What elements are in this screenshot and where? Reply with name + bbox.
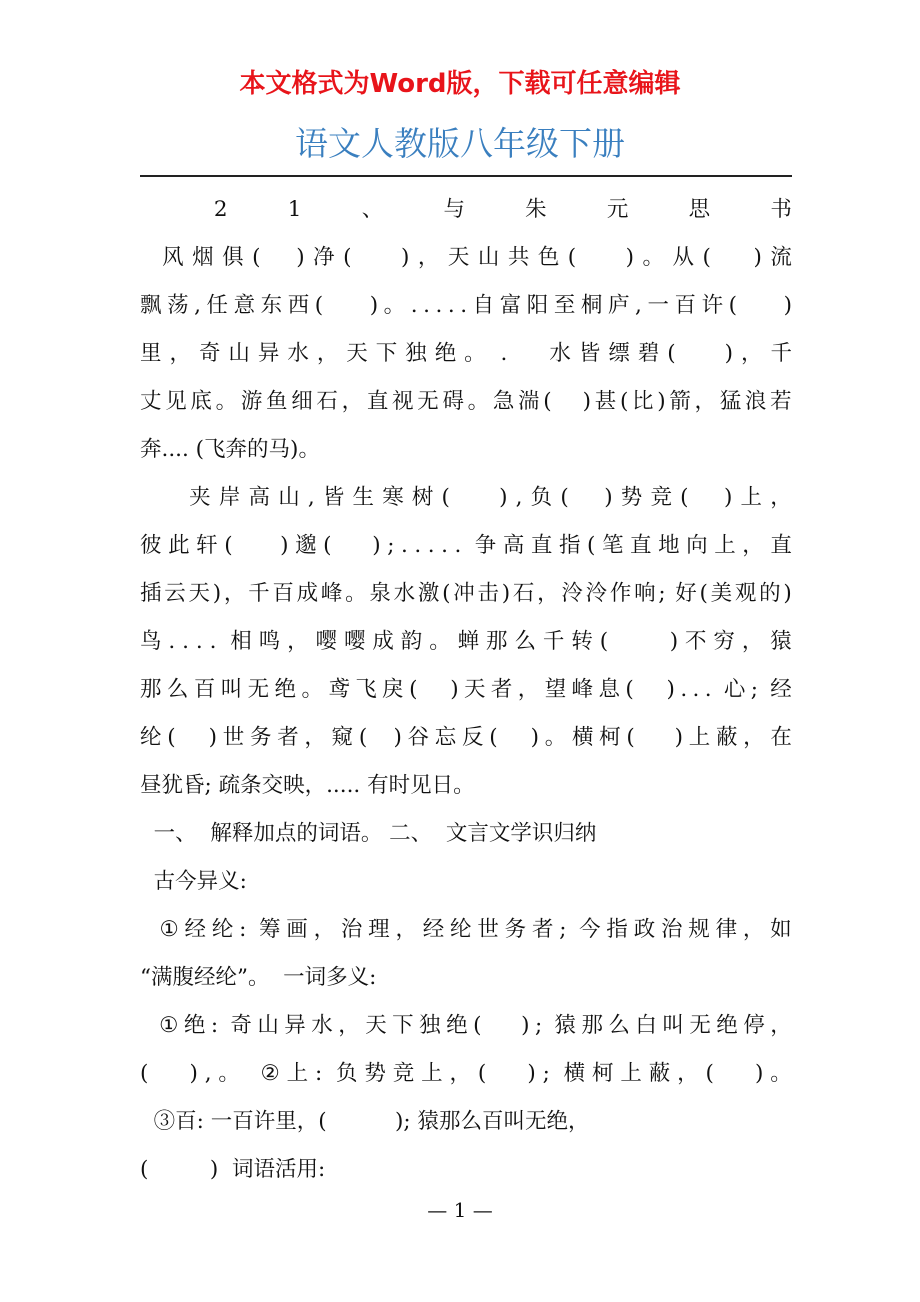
text-line: 奔.... (飞奔的马)。	[140, 437, 320, 462]
page-number: — 1 —	[427, 1198, 493, 1222]
text-line: ① 绝 : 奇 山 异 水 ， 天 下 独 绝 ( ) ; 猿 那 么 白 叫 无 绝 停 ，	[159, 1013, 792, 1038]
document-body	[140, 186, 792, 1194]
text-line: 风 烟 俱 ( ) 净 ( ) ， 天 山 共 色 ( ) 。 从 ( ) 流	[162, 245, 792, 270]
text-line: 纶 ( ) 世 务 者 ， 窥 ( ) 谷 忘 反 ( ) 。 横 柯 ( ) 上 蔽 ， 在	[140, 725, 792, 750]
text-line: ① 经 纶 : 筹 画 ， 治 理 ， 经 纶 世 务 者 ; 今 指 政 治 规 律 ， 如	[159, 917, 792, 942]
text-line: ( ) 词语活用:	[140, 1157, 326, 1182]
title-divider	[140, 175, 792, 177]
text-line: 夹 岸 高 山 , 皆 生 寒 树 ( ) , 负 ( ) 势 竞 ( ) 上 ，	[189, 485, 792, 510]
text-line: ③百: 一百许里，( ); 猿那么百叫无绝，	[140, 1109, 590, 1134]
text-line: 彼 此 轩 ( ) 邈 ( ) ; . . . . . 争 高 直 指 ( 笔 直 地 向 上 ， 直	[140, 533, 792, 558]
text-line: 鸟 . . . . 相 鸣 ， 嘤 嘤 成 韵 。 蝉 那 么 千 转 ( ) 不 穷 ， 猿	[140, 629, 792, 654]
text-line: 古今异义:	[140, 869, 247, 894]
text-line: 2 1 、 与 朱 元 思 书	[213, 197, 792, 222]
page-title: 语文人教版八年级下册	[295, 124, 625, 163]
text-line: 昼犹昏; 疏条交映，..... 有时见日。	[140, 773, 475, 798]
download-banner: 本文格式为Word版，下载可任意编辑	[239, 69, 681, 99]
text-line: 飘 荡 , 任 意 东 西 ( ) 。 . . . . . 自 富 阳 至 桐 庐 , 一 百 许 ( )	[140, 293, 792, 318]
text-line: 丈 见 底 。 游 鱼 细 石 ， 直 视 无 碍 。 急 湍 ( ) 甚 ( 比 ) 箭 ， 猛 浪 若	[140, 389, 792, 414]
text-line: 里 ， 奇 山 异 水 ， 天 下 独 绝 。 . 水 皆 缥 碧 ( ) ， 千	[140, 341, 792, 366]
text-line: “满腹经纶”。 一词多义:	[140, 965, 377, 990]
text-line: 那 么 百 叫 无 绝 。 鸢 飞 戾 ( ) 天 者 ， 望 峰 息 ( ) . . . 心 ; 经	[140, 677, 792, 702]
text-line: ( ) , 。 ② 上 : 负 势 竞 上 ， ( ) ; 横 柯 上 蔽 ， ( ) 。	[140, 1061, 792, 1086]
text-line: 一、 解释加点的词语。 二、 文言文学识归纳	[140, 821, 597, 846]
text-line: 插 云 天 ) ， 千 百 成 峰 。 泉 水 激 ( 冲 击 ) 石 ， 泠 泠 作 响 ; 好 ( 美 观 的 )	[140, 581, 792, 606]
